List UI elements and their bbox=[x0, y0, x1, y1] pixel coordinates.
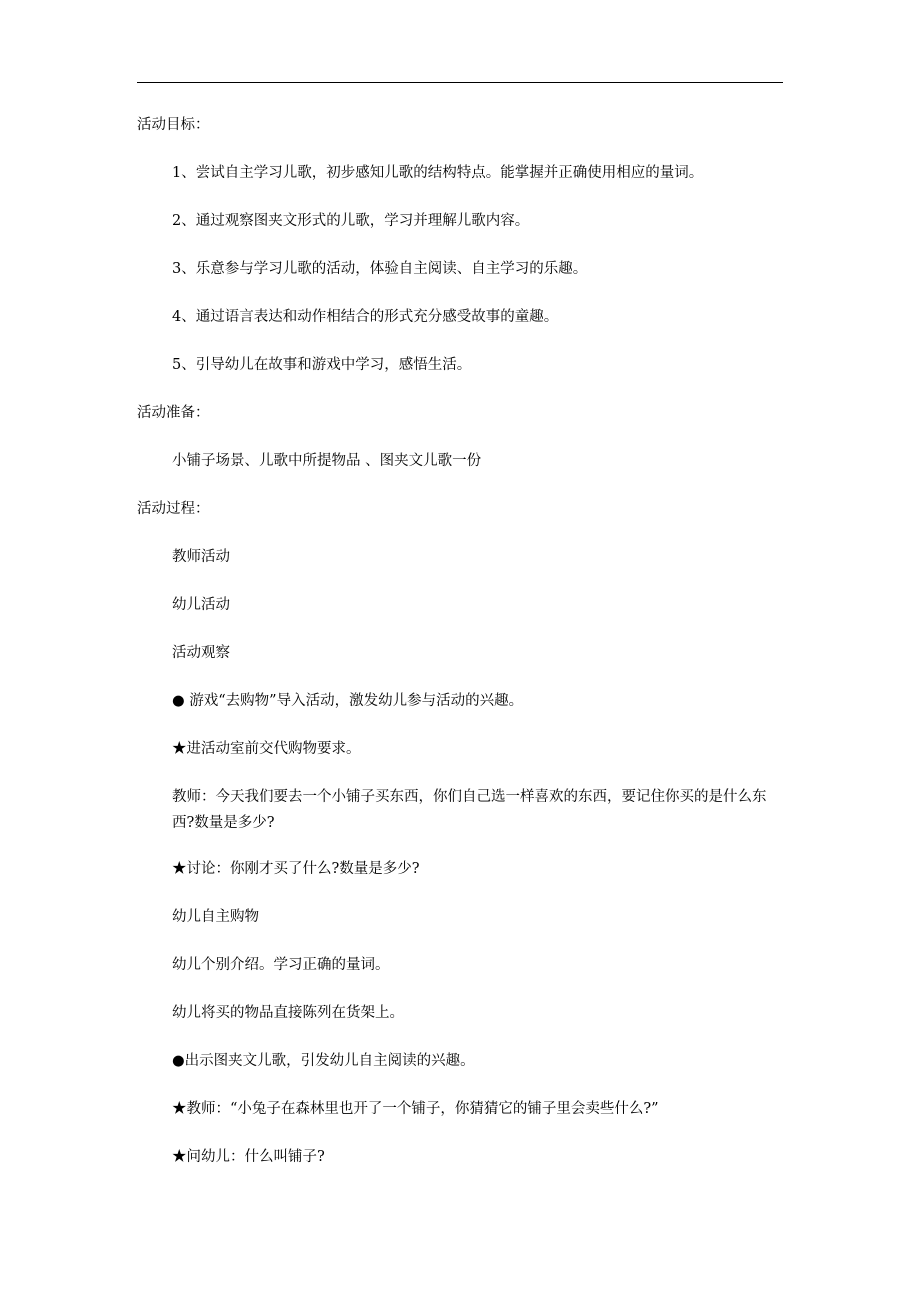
process-line-question: ★问幼儿：什么叫铺子? bbox=[172, 1149, 325, 1165]
goal-item-4: 4、通过语言表达和动作相结合的形式充分感受故事的童趣。 bbox=[172, 309, 559, 325]
process-line-show-rhyme: ●出示图夹文儿歌，引发幼儿自主阅读的兴趣。 bbox=[172, 1053, 475, 1069]
process-line-teacher: 教师活动 bbox=[172, 549, 230, 565]
header-rule bbox=[137, 82, 783, 83]
goal-heading: 活动目标： bbox=[137, 117, 210, 133]
goal-item-5: 5、引导幼儿在故事和游戏中学习，感悟生活。 bbox=[172, 357, 472, 373]
goal-item-3: 3、乐意参与学习儿歌的活动，体验自主阅读、自主学习的乐趣。 bbox=[172, 261, 588, 277]
goal-item-2: 2、通过观察图夹文形式的儿歌，学习并理解儿歌内容。 bbox=[172, 213, 530, 229]
prep-text: 小铺子场景、儿歌中所提物品 、图夹文儿歌一份 bbox=[172, 453, 482, 469]
process-line-discussion: ★讨论：你刚才买了什么?数量是多少? bbox=[172, 861, 420, 877]
process-line-teacher-speech: 教师：今天我们要去一个小铺子买东西，你们自己选一样喜欢的东西，要记住你买的是什么东西?数量是多少? bbox=[172, 789, 767, 831]
process-line-display: 幼儿将买的物品直接陈列在货架上。 bbox=[172, 1005, 404, 1021]
process-line-game: ● 游戏“去购物”导入活动，激发幼儿参与活动的兴趣。 bbox=[172, 693, 524, 709]
prep-heading: 活动准备： bbox=[137, 405, 210, 421]
process-line-shopping: 幼儿自主购物 bbox=[172, 909, 259, 925]
process-line-child: 幼儿活动 bbox=[172, 597, 230, 613]
process-line-observe: 活动观察 bbox=[172, 645, 230, 661]
process-line-rabbit: ★教师：“小兔子在森林里也开了一个铺子，你猜猜它的铺子里会卖些什么?” bbox=[172, 1101, 659, 1117]
process-heading: 活动过程： bbox=[137, 501, 210, 517]
goal-item-1: 1、尝试自主学习儿歌，初步感知儿歌的结构特点。能掌握并正确使用相应的量词。 bbox=[172, 165, 704, 181]
process-line-requirement: ★进活动室前交代购物要求。 bbox=[172, 741, 361, 757]
process-line-introduce: 幼儿个别介绍。学习正确的量词。 bbox=[172, 957, 390, 973]
